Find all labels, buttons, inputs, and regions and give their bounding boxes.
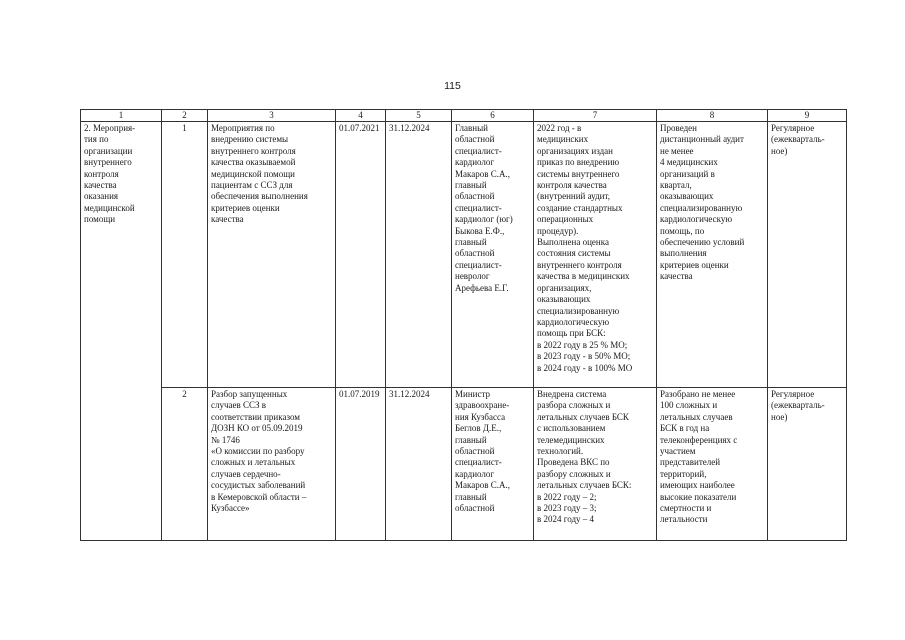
header-col-3: 3 bbox=[208, 110, 336, 122]
cell-text-line: БСК в год на bbox=[660, 423, 710, 434]
cell-text-line: главный bbox=[455, 491, 487, 502]
cell-text-line: телемедицинских bbox=[537, 434, 605, 445]
cell-text-line: кардиологическую bbox=[660, 214, 733, 225]
cell-text-line: внутреннего bbox=[84, 157, 132, 168]
cell-text-line: качества оказываемой bbox=[211, 157, 296, 168]
cell-text-line: помощь при БСК: bbox=[537, 328, 606, 339]
cell-text-line: Разобрано не менее bbox=[660, 389, 736, 399]
cell-text-line: Макаров С.А., bbox=[455, 168, 510, 179]
header-col-7: 7 bbox=[534, 110, 657, 122]
cell-text-line: специалист- bbox=[455, 202, 502, 213]
cell-text-line: организациях издан bbox=[537, 145, 613, 156]
cell-text-line: разбору сложных и bbox=[537, 468, 611, 479]
cell-text-line: контроля качества bbox=[537, 180, 607, 191]
cell-text-line: (внутренний аудит, bbox=[537, 191, 610, 202]
cell-text-line: процедур). bbox=[537, 225, 579, 236]
cell-text-line: ное) bbox=[771, 145, 788, 156]
cell-text-line: выполнения bbox=[660, 248, 707, 259]
cell-text-line: приказ по внедрению bbox=[537, 157, 620, 168]
cell-text-line: (ежекварталь- bbox=[771, 134, 825, 145]
cell-text-line: помощь, по bbox=[660, 225, 705, 236]
cell-text-line: в Кемеровской области – bbox=[211, 491, 307, 502]
cell-text-line: помощи bbox=[84, 214, 116, 225]
cell-text-line: медицинской bbox=[84, 202, 135, 213]
cell-text-line: внутреннего контроля bbox=[211, 145, 296, 156]
cell-text-line: высокие показатели bbox=[660, 491, 737, 502]
cell-text-line: организации bbox=[84, 145, 133, 156]
header-col-8: 8 bbox=[657, 110, 768, 122]
cell-text-line: в 2022 году в 25 % МО; bbox=[537, 339, 628, 350]
cell-text-line: областной bbox=[455, 248, 495, 259]
cell-text-line: качества bbox=[660, 271, 693, 282]
cell-text-line: смертности и bbox=[660, 503, 712, 514]
cell-text-line: Регулярное bbox=[771, 389, 815, 399]
cell-text-line: оказания bbox=[84, 191, 119, 202]
result-cell bbox=[534, 388, 657, 541]
frequency-cell bbox=[768, 388, 847, 541]
cell-text-line: ное) bbox=[771, 411, 788, 422]
cell-text-line: соответствии приказом bbox=[211, 411, 300, 422]
cell-text-line: случаев сердечно- bbox=[211, 468, 281, 479]
cell-text-line: Арефьева Е.Г. bbox=[455, 282, 509, 293]
cell-text-line: Макаров С.А., bbox=[455, 480, 510, 491]
cell-text-line: Проведен bbox=[660, 123, 697, 133]
cell-text-line: областной bbox=[455, 446, 495, 457]
start-date-cell: 01.07.2019 bbox=[336, 388, 386, 541]
cell-text-line: летальных случаев БСК: bbox=[537, 480, 632, 491]
cell-text-line: дистанционный аудит bbox=[660, 134, 744, 145]
cell-text-line: Регулярное bbox=[771, 123, 815, 133]
result-cell bbox=[534, 122, 657, 388]
cell-text-line: случаев ССЗ в bbox=[211, 400, 267, 411]
cell-text-line: специалист- bbox=[455, 145, 502, 156]
cell-text-line: разбора сложных и bbox=[537, 400, 611, 411]
cell-text-line: качества bbox=[211, 214, 244, 225]
cell-text-line: медицинской помощи bbox=[211, 168, 295, 179]
cell-text-line: обеспечению условий bbox=[660, 237, 745, 248]
cell-text-line: квартал, bbox=[660, 180, 692, 191]
cell-text-line: в 2023 году - в 50% МО; bbox=[537, 351, 631, 362]
row-number-cell: 1 bbox=[162, 122, 208, 388]
cell-text-line: Быкова Е.Ф., bbox=[455, 225, 505, 236]
cell-text-line: специалист- bbox=[455, 259, 502, 270]
cell-text-line: кардиолог bbox=[455, 157, 495, 168]
cell-text-line: Министр bbox=[455, 389, 490, 399]
start-date-cell: 01.07.2021 bbox=[336, 122, 386, 388]
cell-text-line: не менее bbox=[660, 145, 694, 156]
cell-text-line: 100 сложных и bbox=[660, 400, 718, 411]
cell-text-line: имеющих наиболее bbox=[660, 480, 735, 491]
measure-cell bbox=[208, 122, 336, 388]
cell-text-line: специализированную bbox=[537, 305, 620, 316]
cell-text-line: невролог bbox=[455, 271, 490, 282]
cell-text-line: № 1746 bbox=[211, 434, 240, 445]
cell-text-line: 4 медицинских bbox=[660, 157, 718, 168]
cell-text-line: главный bbox=[455, 180, 487, 191]
end-date-cell: 31.12.2024 bbox=[386, 388, 452, 541]
cell-text-line: 2022 год - в bbox=[537, 123, 582, 133]
cell-text-line: оказывающих bbox=[660, 191, 714, 202]
cell-text-line: специалист- bbox=[455, 457, 502, 468]
cell-text-line: 2. Мероприя- bbox=[84, 123, 136, 133]
cell-text-line: Беглов Д.Е., bbox=[455, 423, 502, 434]
cell-text-line: телеконференциях с bbox=[660, 434, 738, 445]
cell-text-line: Разбор запущенных bbox=[211, 389, 288, 399]
cell-text-line: системы внутреннего bbox=[537, 168, 620, 179]
frequency-cell bbox=[768, 122, 847, 388]
indicator-cell bbox=[657, 122, 768, 388]
measures-table bbox=[80, 109, 847, 541]
cell-text-line: оказывающих bbox=[537, 294, 591, 305]
header-col-1: 1 bbox=[81, 110, 162, 122]
table-row bbox=[81, 122, 847, 388]
responsible-cell bbox=[452, 122, 534, 388]
header-row bbox=[81, 110, 847, 122]
cell-text-line: Проведена ВКС по bbox=[537, 457, 610, 468]
cell-text-line: главный bbox=[455, 434, 487, 445]
cell-text-line: ния Кузбасса bbox=[455, 411, 506, 422]
cell-text-line: кардиологическую bbox=[537, 316, 610, 327]
cell-text-line: территорий, bbox=[660, 468, 707, 479]
measure-cell bbox=[208, 388, 336, 541]
cell-text-line: с использованием bbox=[537, 423, 606, 434]
cell-text-line: областной bbox=[455, 134, 495, 145]
cell-text-line: в 2024 году - в 100% МО bbox=[537, 362, 633, 373]
cell-text-line: летальных случаев БСК bbox=[537, 411, 629, 422]
cell-text-line: Внедрена система bbox=[537, 389, 607, 399]
cell-text-line: летальных случаев bbox=[660, 411, 733, 422]
header-col-4: 4 bbox=[336, 110, 386, 122]
row-number-cell: 2 bbox=[162, 388, 208, 541]
page-number: 115 bbox=[444, 80, 461, 92]
cell-text-line: Главный bbox=[455, 123, 488, 133]
cell-text-line: кардиолог bbox=[455, 468, 495, 479]
cell-text-line: главный bbox=[455, 237, 487, 248]
cell-text-line: организаций в bbox=[660, 168, 715, 179]
cell-text-line: в 2023 году – 3; bbox=[537, 503, 597, 514]
cell-text-line: технологий. bbox=[537, 446, 584, 457]
end-date-cell: 31.12.2024 bbox=[386, 122, 452, 388]
cell-text-line: областной bbox=[455, 503, 495, 514]
cell-text-line: состояния системы bbox=[537, 248, 611, 259]
cell-text-line: критериев оценки bbox=[211, 202, 280, 213]
cell-text-line: пациентам с ССЗ для bbox=[211, 180, 293, 191]
cell-text-line: контроля bbox=[84, 168, 119, 179]
cell-text-line: летальности bbox=[660, 514, 708, 525]
indicator-cell bbox=[657, 388, 768, 541]
cell-text-line: Выполнена оценка bbox=[537, 237, 609, 248]
header-col-5: 5 bbox=[386, 110, 452, 122]
cell-text-line: участием bbox=[660, 446, 696, 457]
cell-text-line: представителей bbox=[660, 457, 721, 468]
cell-text-line: специализированную bbox=[660, 202, 743, 213]
responsible-cell bbox=[452, 388, 534, 541]
cell-text-line: внутреннего контроля bbox=[537, 259, 622, 270]
cell-text-line: качества в медицинских bbox=[537, 271, 630, 282]
cell-text-line: создание стандартных bbox=[537, 202, 623, 213]
section-cell bbox=[81, 122, 162, 541]
cell-text-line: тия по bbox=[84, 134, 109, 145]
cell-text-line: операционных bbox=[537, 214, 594, 225]
cell-text-line: ДОЗН КО от 05.09.2019 bbox=[211, 423, 303, 434]
cell-text-line: здравоохране- bbox=[455, 400, 510, 411]
cell-text-line: областной bbox=[455, 191, 495, 202]
cell-text-line: в 2024 году – 4 bbox=[537, 514, 595, 525]
cell-text-line: Мероприятия по bbox=[211, 123, 275, 133]
header-col-9: 9 bbox=[768, 110, 847, 122]
cell-text-line: внедрению системы bbox=[211, 134, 289, 145]
header-col-6: 6 bbox=[452, 110, 534, 122]
cell-text-line: (ежекварталь- bbox=[771, 400, 825, 411]
cell-text-line: сосудистых заболеваний bbox=[211, 480, 306, 491]
cell-text-line: критериев оценки bbox=[660, 259, 729, 270]
cell-text-line: Кузбассе» bbox=[211, 503, 250, 514]
cell-text-line: обеспечения выполнения bbox=[211, 191, 308, 202]
cell-text-line: медицинских bbox=[537, 134, 589, 145]
cell-text-line: сложных и летальных bbox=[211, 457, 296, 468]
cell-text-line: кардиолог (юг) bbox=[455, 214, 513, 225]
cell-text-line: «О комиссии по разбору bbox=[211, 446, 305, 457]
cell-text-line: в 2022 году – 2; bbox=[537, 491, 597, 502]
header-col-2: 2 bbox=[162, 110, 208, 122]
cell-text-line: организациях, bbox=[537, 282, 592, 293]
cell-text-line: качества bbox=[84, 180, 117, 191]
table-row bbox=[81, 388, 847, 541]
